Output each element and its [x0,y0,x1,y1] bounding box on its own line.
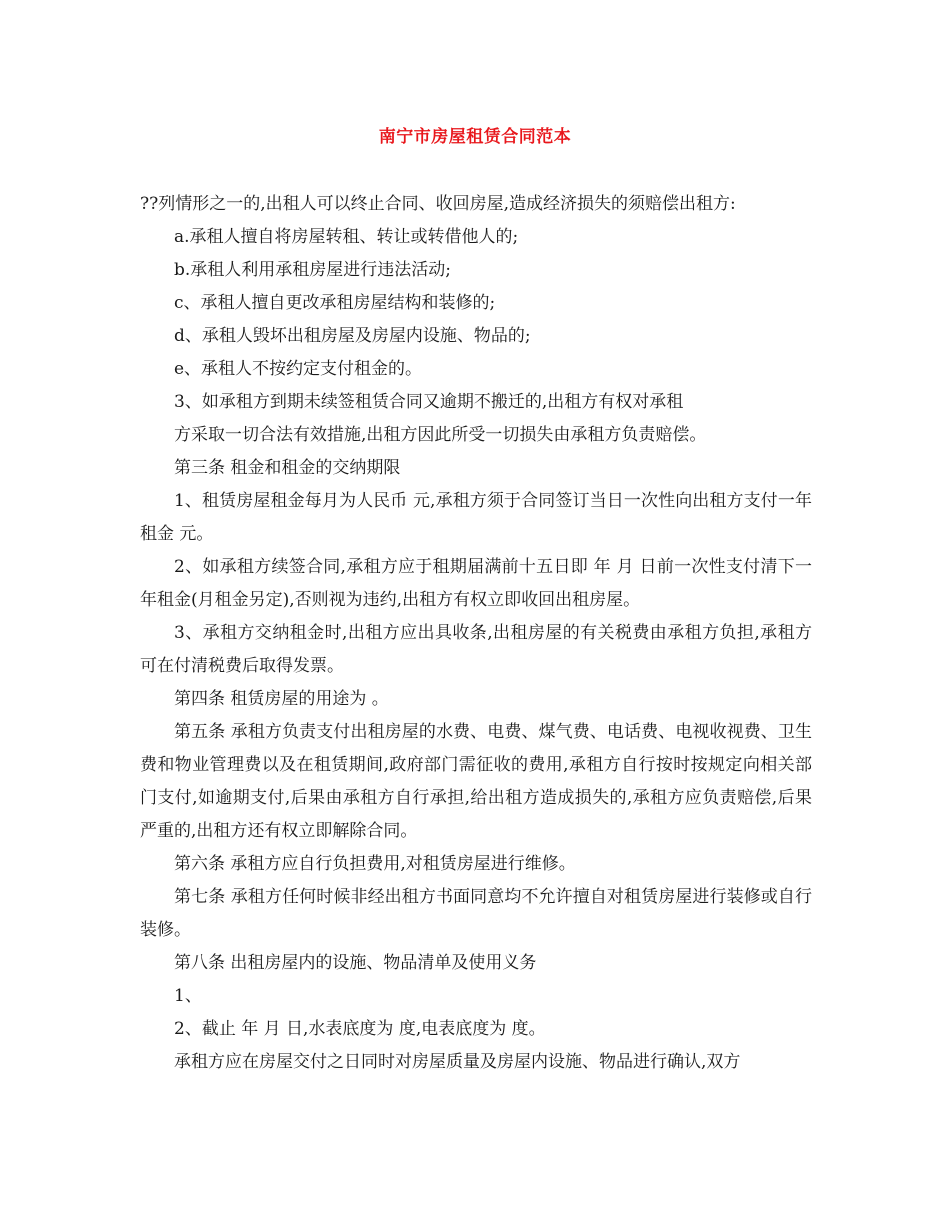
document-title: 南宁市房屋租赁合同范本 [378,127,572,147]
contract-paragraph: 第六条 承租方应自行负担费用,对租赁房屋进行维修。 [174,854,576,874]
contract-paragraph: 第八条 出租房屋内的设施、物品清单及使用义务 [174,953,537,973]
contract-paragraph: 2、如承租方续签合同,承租方应于租期届满前十五日即 年 月 日前一次性支付清下一年租金(月租金另定),否则视为违约,出租方有权立即收回出租房屋。 [140,557,812,610]
contract-paragraph: e、承租人不按约定支付租金的。 [174,359,423,379]
contract-paragraph: b.承租人利用承租房屋进行违法活动; [174,260,452,280]
contract-paragraph: 第五条 承租方负责支付出租房屋的水费、电费、煤气费、电话费、电视收视费、卫生费和物业管理费以及在租赁期间,政府部门需征收的费用,承租方自行按时按规定向相关部门支付,如逾期支付,后果由承租方自行承担,给出租方造成损失的,承租方应负责赔偿,后果严重的,出租方还有权立即解除合同。 [140,722,812,841]
contract-paragraph: 3、如承租方到期未续签租赁合同又逾期不搬迁的,出租方有权对承租 [174,392,684,412]
contract-paragraph: ??列情形之一的,出租人可以终止合同、收回房屋,造成经济损失的须赔偿出租方: [140,194,736,214]
contract-paragraph: c、承租人擅自更改承租房屋结构和装修的; [174,293,496,313]
contract-paragraph: 第七条 承租方任何时候非经出租方书面同意均不允许擅自对租赁房屋进行装修或自行装修。 [140,887,812,940]
contract-paragraph: 1、 [174,986,202,1006]
contract-paragraph: 1、租赁房屋租金每月为人民币 元,承租方须于合同签订当日一次性向出租方支付一年租金 元。 [140,491,812,544]
contract-paragraph: 2、截止 年 月 日,水表底度为 度,电表底度为 度。 [174,1019,546,1039]
document-body [140,188,812,1079]
contract-paragraph: 承租方应在房屋交付之日同时对房屋质量及房屋内设施、物品进行确认,双方 [174,1052,741,1072]
contract-paragraph: 方采取一切合法有效措施,出租方因此所受一切损失由承租方负责赔偿。 [174,425,707,445]
contract-paragraph: 第三条 租金和租金的交纳期限 [174,458,401,478]
contract-paragraph: 第四条 租赁房屋的用途为 。 [174,689,389,709]
contract-paragraph: d、承租人毁坏出租房屋及房屋内设施、物品的; [174,326,531,346]
contract-paragraph: 3、承租方交纳租金时,出租方应出具收条,出租房屋的有关税费由承租方负担,承租方可在付清税费后取得发票。 [140,623,812,676]
contract-paragraph: a.承租人擅自将房屋转租、转让或转借他人的; [174,227,519,247]
